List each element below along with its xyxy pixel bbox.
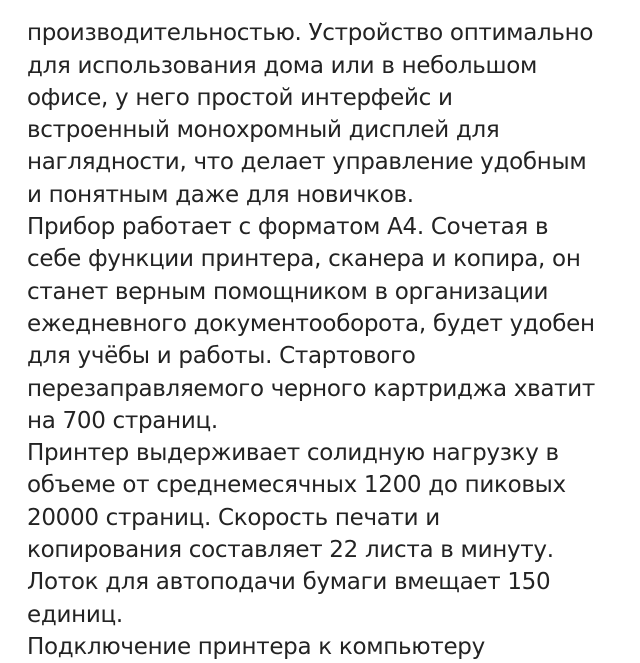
text-line: наглядности, что делает управление удобным [27,149,587,176]
text-line: станет верным помощником в организации [27,278,549,305]
text-line: для использования дома или в небольшом [27,52,538,79]
text-line: Прибор работает с форматом А4. Сочетая в [27,214,549,241]
text-line: Лоток для автоподачи бумаги вмещает 150 [27,569,551,596]
text-line: и понятным даже для новичков. [27,181,414,208]
text-line-partial [27,0,627,17]
text-line: на 700 страниц. [27,407,218,434]
text-line: 20000 страниц. Скорость печати и [27,504,440,531]
document-body [27,0,627,663]
text-line: производительностью. Устройство оптимально [27,20,594,47]
text-line: себе функции принтера, сканера и копира, он [27,246,581,273]
text-line: для учёбы и работы. Стартового [27,343,416,370]
text-line: единиц. [27,601,123,628]
text-line: копирования составляет 22 листа в минуту. [27,537,554,564]
text-line: офисе, у него простой интерфейс и [27,84,453,111]
text-line: Подключение принтера к компьютеру [27,633,485,660]
text-line: встроенный монохромный дисплей для [27,117,500,144]
text-line: перезаправляемого черного картриджа хватит [27,375,596,402]
text-line: ежедневного документооборота, будет удобен [27,310,595,337]
text-line: Принтер выдерживает солидную нагрузку в [27,440,559,467]
text-line: объеме от среднемесячных 1200 до пиковых [27,472,566,499]
